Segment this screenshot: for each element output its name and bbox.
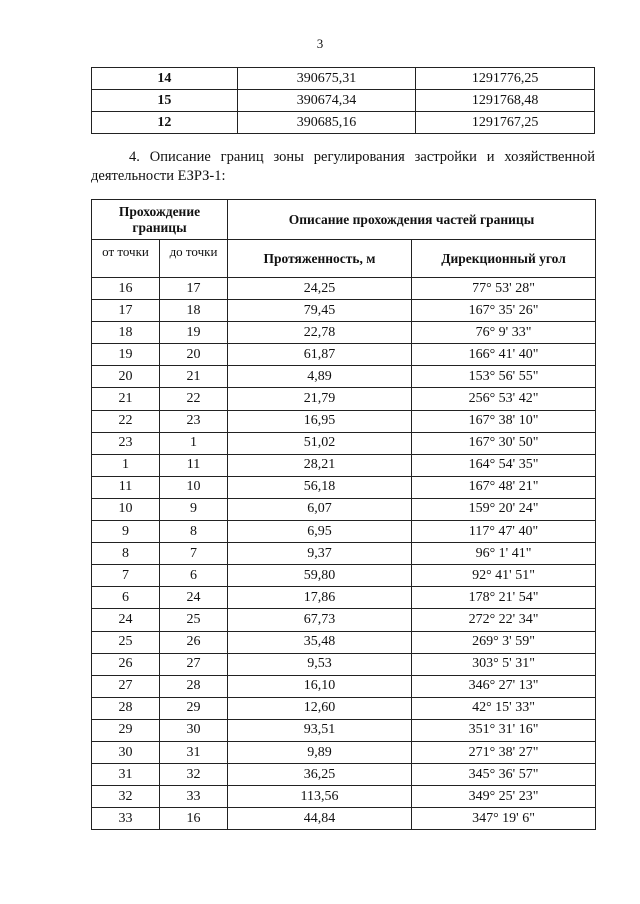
to-point-cell: 10: [160, 476, 228, 498]
point-cell: 15: [92, 90, 238, 112]
table-row: [92, 653, 596, 675]
table-row: [92, 432, 596, 454]
angle-cell: 351° 31' 16": [412, 719, 596, 741]
from-point-cell: 22: [92, 410, 160, 432]
angle-cell: 345° 36' 57": [412, 764, 596, 786]
length-cell: 35,48: [228, 631, 412, 653]
table-row: [92, 521, 596, 543]
from-point-cell: 6: [92, 587, 160, 609]
header-passage: Прохождение границы: [92, 200, 228, 240]
from-point-cell: 19: [92, 344, 160, 366]
from-point-cell: 23: [92, 432, 160, 454]
from-point-cell: 28: [92, 697, 160, 719]
length-cell: 61,87: [228, 344, 412, 366]
angle-cell: 76° 9' 33": [412, 322, 596, 344]
angle-cell: 117° 47' 40": [412, 521, 596, 543]
length-cell: 51,02: [228, 432, 412, 454]
page-number: 3: [316, 36, 324, 51]
length-cell: 17,86: [228, 587, 412, 609]
header-angle: Дирекционный угол: [412, 240, 596, 278]
to-point-cell: 8: [160, 521, 228, 543]
table-row: [92, 631, 596, 653]
table-row: [92, 366, 596, 388]
y-coordinate-cell: 1291776,25: [416, 68, 595, 90]
angle-cell: 164° 54' 35": [412, 454, 596, 476]
table-row: [92, 388, 596, 410]
to-point-cell: 19: [160, 322, 228, 344]
from-point-cell: 1: [92, 454, 160, 476]
from-point-cell: 33: [92, 808, 160, 830]
to-point-cell: 18: [160, 300, 228, 322]
length-cell: 79,45: [228, 300, 412, 322]
from-point-cell: 7: [92, 565, 160, 587]
table-row: [92, 278, 596, 300]
boundary-description-table: [91, 199, 596, 830]
coordinates-table: [91, 67, 595, 134]
angle-cell: 77° 53' 28": [412, 278, 596, 300]
angle-cell: 269° 3' 59": [412, 631, 596, 653]
section-paragraph: [91, 148, 595, 186]
table-row: [92, 764, 596, 786]
table-row: [92, 410, 596, 432]
to-point-cell: 26: [160, 631, 228, 653]
header-to: до точки: [160, 240, 228, 278]
header-from: от точки: [92, 240, 160, 278]
to-point-cell: 11: [160, 454, 228, 476]
to-point-cell: 28: [160, 675, 228, 697]
length-cell: 113,56: [228, 786, 412, 808]
to-point-cell: 32: [160, 764, 228, 786]
length-cell: 93,51: [228, 719, 412, 741]
to-point-cell: 31: [160, 741, 228, 763]
paragraph-text: Описание границ зоны регулирования застройки и хозяйственной деятельности ЕЗРЗ-1:: [91, 149, 596, 184]
from-point-cell: 11: [92, 476, 160, 498]
length-cell: 59,80: [228, 565, 412, 587]
length-cell: 56,18: [228, 476, 412, 498]
coordinates-table-body: [92, 68, 595, 134]
length-cell: 21,79: [228, 388, 412, 410]
y-coordinate-cell: 1291768,48: [416, 90, 595, 112]
to-point-cell: 24: [160, 587, 228, 609]
to-point-cell: 22: [160, 388, 228, 410]
table-row: [92, 498, 596, 520]
length-cell: 6,95: [228, 521, 412, 543]
length-cell: 9,89: [228, 741, 412, 763]
from-point-cell: 25: [92, 631, 160, 653]
angle-cell: 92° 41' 51": [412, 565, 596, 587]
from-point-cell: 20: [92, 366, 160, 388]
length-cell: 28,21: [228, 454, 412, 476]
from-point-cell: 9: [92, 521, 160, 543]
to-point-cell: 1: [160, 432, 228, 454]
angle-cell: 272° 22' 34": [412, 609, 596, 631]
table-row: [92, 741, 596, 763]
length-cell: 16,10: [228, 675, 412, 697]
table-row: [92, 808, 596, 830]
from-point-cell: 10: [92, 498, 160, 520]
point-cell: 12: [92, 112, 238, 134]
from-point-cell: 17: [92, 300, 160, 322]
from-point-cell: 31: [92, 764, 160, 786]
angle-cell: 167° 35' 26": [412, 300, 596, 322]
table-row: [92, 565, 596, 587]
table-row: [92, 322, 596, 344]
length-cell: 6,07: [228, 498, 412, 520]
table-row: [92, 112, 595, 134]
to-point-cell: 29: [160, 697, 228, 719]
angle-cell: 346° 27' 13": [412, 675, 596, 697]
length-cell: 9,37: [228, 543, 412, 565]
angle-cell: 153° 56' 55": [412, 366, 596, 388]
length-cell: 12,60: [228, 697, 412, 719]
to-point-cell: 6: [160, 565, 228, 587]
table-row: [92, 719, 596, 741]
angle-cell: 166° 41' 40": [412, 344, 596, 366]
angle-cell: 167° 38' 10": [412, 410, 596, 432]
length-cell: 9,53: [228, 653, 412, 675]
angle-cell: 96° 1' 41": [412, 543, 596, 565]
to-point-cell: 23: [160, 410, 228, 432]
to-point-cell: 16: [160, 808, 228, 830]
to-point-cell: 17: [160, 278, 228, 300]
angle-cell: 159° 20' 24": [412, 498, 596, 520]
x-coordinate-cell: 390685,16: [237, 112, 416, 134]
table-row: [92, 476, 596, 498]
to-point-cell: 20: [160, 344, 228, 366]
angle-cell: 256° 53' 42": [412, 388, 596, 410]
angle-cell: 349° 25' 23": [412, 786, 596, 808]
length-cell: 4,89: [228, 366, 412, 388]
length-cell: 67,73: [228, 609, 412, 631]
angle-cell: 167° 30' 50": [412, 432, 596, 454]
to-point-cell: 30: [160, 719, 228, 741]
angle-cell: 271° 38' 27": [412, 741, 596, 763]
from-point-cell: 16: [92, 278, 160, 300]
from-point-cell: 8: [92, 543, 160, 565]
to-point-cell: 9: [160, 498, 228, 520]
table-row: [92, 697, 596, 719]
point-cell: 14: [92, 68, 238, 90]
angle-cell: 42° 15' 33": [412, 697, 596, 719]
boundary-table-body: [92, 278, 596, 830]
to-point-cell: 33: [160, 786, 228, 808]
paragraph-number: 4.: [129, 149, 140, 165]
table-row: [92, 90, 595, 112]
table-row: [92, 675, 596, 697]
table-row: [92, 786, 596, 808]
length-cell: 44,84: [228, 808, 412, 830]
header-length: Протяженность, м: [228, 240, 412, 278]
table-row: [92, 543, 596, 565]
length-cell: 16,95: [228, 410, 412, 432]
to-point-cell: 7: [160, 543, 228, 565]
table-row: [92, 587, 596, 609]
table-row: [92, 300, 596, 322]
from-point-cell: 29: [92, 719, 160, 741]
from-point-cell: 24: [92, 609, 160, 631]
y-coordinate-cell: 1291767,25: [416, 112, 595, 134]
angle-cell: 347° 19' 6": [412, 808, 596, 830]
table-row: [92, 609, 596, 631]
header-description: Описание прохождения частей границы: [228, 200, 596, 240]
x-coordinate-cell: 390674,34: [237, 90, 416, 112]
from-point-cell: 30: [92, 741, 160, 763]
length-cell: 24,25: [228, 278, 412, 300]
angle-cell: 178° 21' 54": [412, 587, 596, 609]
table-row: [92, 344, 596, 366]
length-cell: 22,78: [228, 322, 412, 344]
from-point-cell: 32: [92, 786, 160, 808]
table-row: [92, 68, 595, 90]
table-row: [92, 454, 596, 476]
x-coordinate-cell: 390675,31: [237, 68, 416, 90]
to-point-cell: 25: [160, 609, 228, 631]
angle-cell: 167° 48' 21": [412, 476, 596, 498]
to-point-cell: 21: [160, 366, 228, 388]
to-point-cell: 27: [160, 653, 228, 675]
angle-cell: 303° 5' 31": [412, 653, 596, 675]
from-point-cell: 18: [92, 322, 160, 344]
from-point-cell: 21: [92, 388, 160, 410]
length-cell: 36,25: [228, 764, 412, 786]
from-point-cell: 26: [92, 653, 160, 675]
from-point-cell: 27: [92, 675, 160, 697]
boundary-table-header: [92, 200, 596, 278]
